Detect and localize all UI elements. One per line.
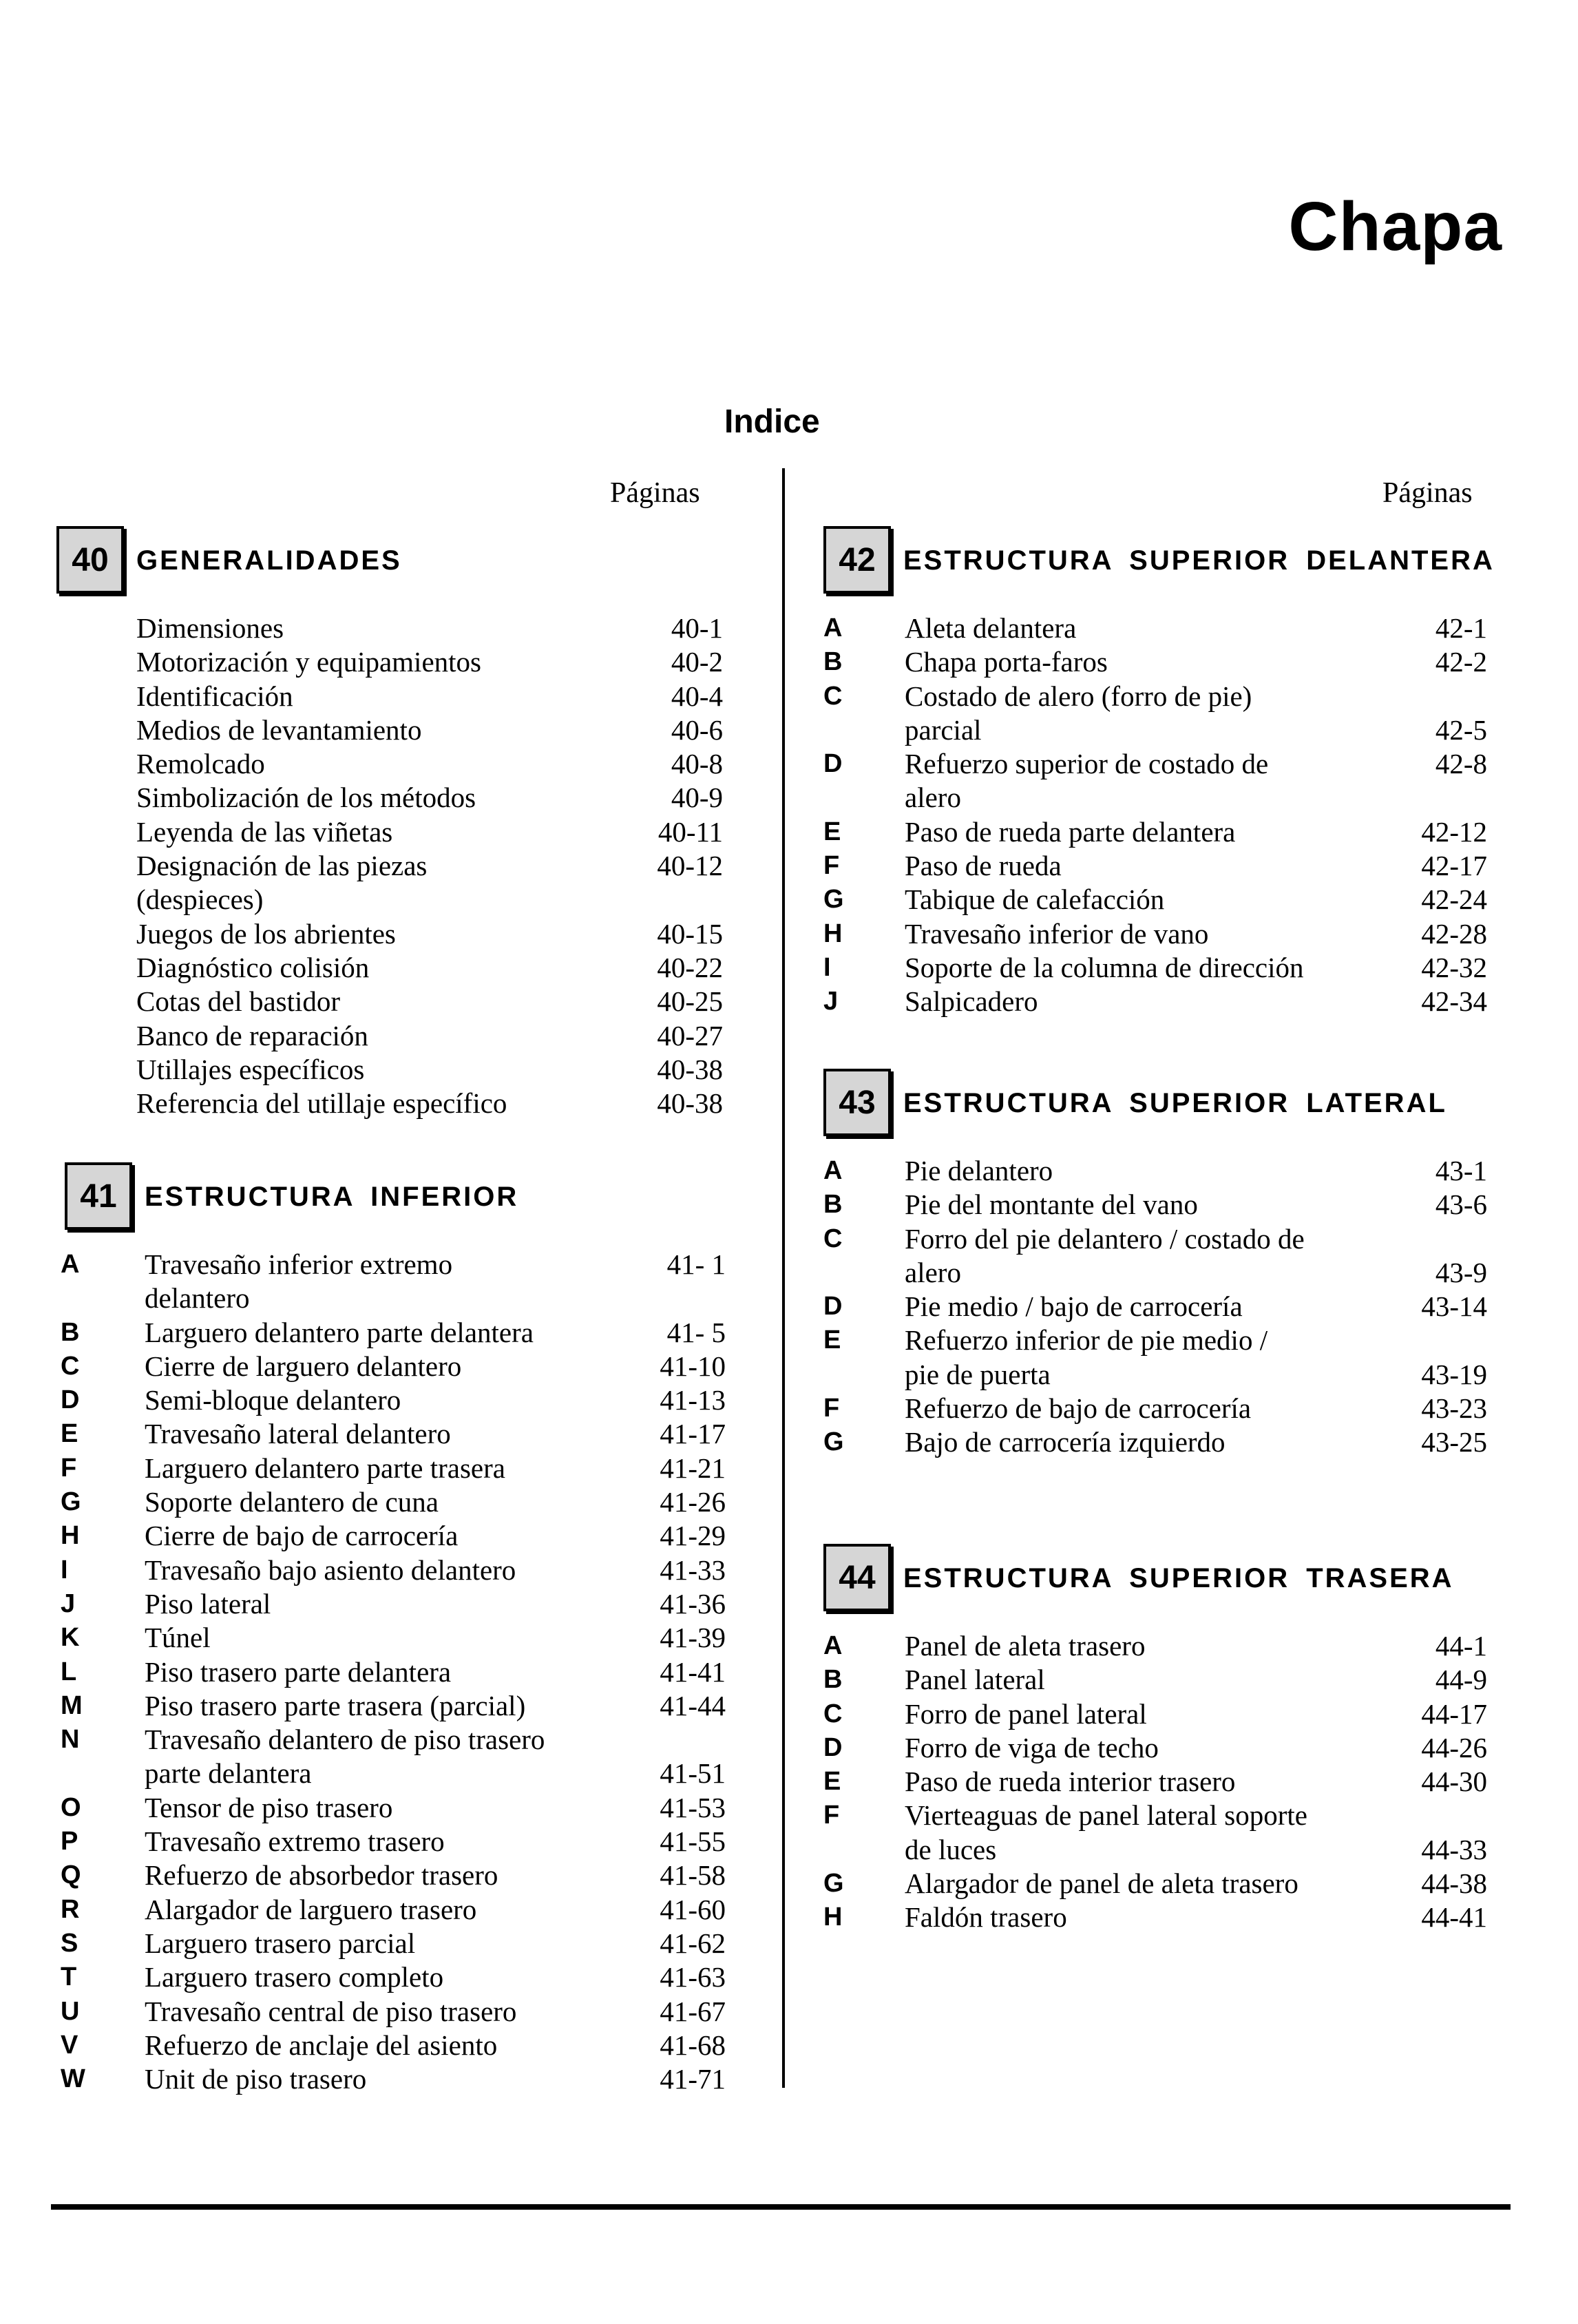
entry-letter: V <box>61 2030 78 2060</box>
entry-text: Faldón trasero <box>905 1901 1067 1934</box>
entry-text: Diagnóstico colisión <box>136 951 370 983</box>
entry-text: Panel lateral <box>905 1664 1045 1696</box>
entry-letter: D <box>823 1732 843 1762</box>
entry-text: Pie del montante del vano <box>905 1189 1198 1221</box>
entry-letter: C <box>61 1351 80 1381</box>
entry-letter: J <box>823 987 839 1016</box>
entry-page: 43-23 <box>1421 1392 1487 1425</box>
section-41 <box>61 1162 726 2096</box>
entry-page: 41-36 <box>660 1587 726 1620</box>
index-entry <box>56 680 723 713</box>
entry-text: alero <box>905 782 961 814</box>
index-entry <box>823 849 1487 883</box>
entry-letter: T <box>61 1962 77 1992</box>
section-number: 43 <box>823 1069 891 1136</box>
index-entry <box>61 1689 726 1723</box>
entry-text: Soporte delantero de cuna <box>145 1486 439 1518</box>
entry-text: parcial <box>905 713 982 746</box>
bottom-rule <box>51 2204 1511 2210</box>
entry-letter: A <box>823 1631 843 1660</box>
index-entry <box>823 645 1487 679</box>
entry-letter: G <box>823 1427 844 1457</box>
entry-text: Juegos de los abrientes <box>136 917 396 950</box>
entry-letter: F <box>823 1394 840 1423</box>
entry-page: 42-2 <box>1435 646 1487 678</box>
entry-letter: B <box>823 1665 843 1695</box>
index-entry <box>823 985 1487 1018</box>
section-title: ESTRUCTURA INFERIOR <box>145 1182 519 1212</box>
entry-text: Aleta delantera <box>905 612 1077 644</box>
entry-text: Costado de alero (forro de pie) <box>905 680 1252 712</box>
index-entry <box>823 1323 1487 1392</box>
index-entry <box>56 781 723 815</box>
entry-text: Piso trasero parte delantera <box>145 1655 452 1688</box>
entry-text: Semi-bloque delantero <box>145 1384 401 1416</box>
index-entry <box>56 815 723 849</box>
entry-list <box>823 1154 1487 1460</box>
entry-letter: I <box>823 952 831 982</box>
entry-letter: I <box>61 1555 68 1584</box>
index-entry <box>823 1731 1487 1765</box>
entry-page: 41-55 <box>660 1825 726 1858</box>
entry-page: 41-13 <box>660 1384 726 1416</box>
entry-page: 43-9 <box>1435 1256 1487 1288</box>
entry-text: Larguero trasero completo <box>145 1961 444 1993</box>
index-entry <box>823 680 1487 748</box>
section-43 <box>823 1069 1487 1460</box>
entry-letter: J <box>61 1589 76 1618</box>
entry-letter: H <box>823 1903 843 1932</box>
entry-text: Refuerzo de bajo de carrocería <box>905 1392 1252 1425</box>
entry-letter: C <box>823 1224 843 1253</box>
entry-text: Identificación <box>136 680 293 712</box>
entry-text: Salpicadero <box>905 985 1038 1018</box>
entry-page: 43-1 <box>1435 1155 1487 1186</box>
index-entry <box>823 917 1487 951</box>
index-entry <box>56 611 723 645</box>
entry-page: 40-27 <box>657 1019 723 1051</box>
index-entry <box>823 883 1487 917</box>
entry-letter: E <box>61 1419 78 1449</box>
entry-page: 41-58 <box>660 1859 726 1892</box>
section-header <box>823 1544 1487 1615</box>
index-entry <box>61 1383 726 1417</box>
entry-letter: A <box>61 1250 80 1279</box>
section-42 <box>823 526 1495 1019</box>
index-entry <box>61 1417 726 1451</box>
entry-text: Larguero delantero parte trasera <box>145 1452 505 1484</box>
entry-letter: W <box>61 2064 85 2094</box>
index-entry <box>56 1019 723 1053</box>
entry-page: 44-9 <box>1435 1664 1487 1696</box>
entry-text: Dimensiones <box>136 612 284 644</box>
entry-letter: L <box>61 1657 77 1686</box>
section-header <box>56 526 723 598</box>
entry-letter: N <box>61 1725 80 1755</box>
entry-letter: G <box>823 1869 844 1898</box>
pages-label-right: Páginas <box>1382 477 1473 509</box>
entry-text: Paso de rueda <box>905 850 1062 882</box>
entry-page: 41-41 <box>660 1655 726 1688</box>
index-entry <box>823 1867 1487 1901</box>
entry-text: Forro del pie delantero / costado de <box>905 1222 1305 1255</box>
entry-letter: C <box>823 1699 843 1728</box>
entry-page: 44-41 <box>1421 1901 1487 1934</box>
entry-text: delantero <box>145 1282 250 1315</box>
entry-text: Paso de rueda interior trasero <box>905 1766 1236 1798</box>
entry-page: 41-29 <box>660 1520 726 1552</box>
pages-label-left: Páginas <box>610 477 700 509</box>
entry-text: Vierteaguas de panel lateral soporte <box>905 1799 1307 1832</box>
index-entry <box>61 2062 726 2096</box>
entry-page: 41-21 <box>660 1452 726 1484</box>
index-entry <box>823 1765 1487 1799</box>
entry-page: 43-6 <box>1435 1189 1487 1221</box>
index-entry <box>61 1825 726 1859</box>
entry-letter: K <box>61 1623 80 1653</box>
entry-page: 44-17 <box>1421 1697 1487 1730</box>
index-heading: Indice <box>724 404 820 440</box>
entry-list <box>823 611 1487 1019</box>
index-entry <box>823 611 1487 645</box>
entry-text: alero <box>905 1256 961 1288</box>
entry-page: 42-5 <box>1435 713 1487 746</box>
entry-text: Utillajes específicos <box>136 1053 365 1085</box>
entry-text: Travesaño extremo trasero <box>145 1825 445 1858</box>
index-entry <box>61 1519 726 1553</box>
entry-page: 41-39 <box>660 1622 726 1654</box>
entry-page: 42-34 <box>1421 985 1487 1018</box>
entry-letter: P <box>61 1827 78 1856</box>
entry-text: Medios de levantamiento <box>136 713 422 746</box>
entry-letter: E <box>823 817 841 846</box>
index-entry <box>56 747 723 781</box>
column-divider <box>782 468 785 2088</box>
entry-text: Alargador de panel de aleta trasero <box>905 1867 1298 1900</box>
entry-text: Túnel <box>145 1622 211 1654</box>
entry-text: Travesaño delantero de piso trasero <box>145 1724 545 1756</box>
entry-text: Alargador de larguero trasero <box>145 1893 477 1925</box>
entry-page: 42-24 <box>1421 883 1487 916</box>
index-entry <box>61 1859 726 1892</box>
entry-text: Travesaño inferior extremo <box>145 1248 453 1280</box>
section-number: 44 <box>823 1544 891 1611</box>
index-entry <box>61 1960 726 1994</box>
entry-letter: G <box>61 1487 81 1517</box>
entry-page: 44-26 <box>1421 1731 1487 1763</box>
entry-page: 44-1 <box>1435 1630 1487 1662</box>
entry-letter: D <box>61 1385 80 1415</box>
index-entry <box>61 1655 726 1689</box>
entry-page: 42-12 <box>1421 815 1487 848</box>
entry-text: Refuerzo de absorbedor trasero <box>145 1859 498 1892</box>
entry-list <box>56 611 723 1120</box>
entry-page: 42-8 <box>1435 748 1487 780</box>
entry-page: 43-19 <box>1421 1358 1487 1390</box>
entry-text: de luces <box>905 1833 997 1865</box>
section-title: ESTRUCTURA SUPERIOR TRASERA <box>903 1563 1454 1593</box>
index-entry <box>56 849 723 917</box>
entry-page: 40-9 <box>671 782 723 814</box>
entry-page: 40-15 <box>657 917 723 950</box>
index-entry <box>61 1927 726 1960</box>
index-entry <box>823 951 1487 985</box>
entry-page: 42-17 <box>1421 850 1487 882</box>
entry-text: Pie medio / bajo de carrocería <box>905 1290 1243 1323</box>
entry-page: 42-28 <box>1421 917 1487 950</box>
entry-page: 40-8 <box>671 748 723 780</box>
section-44 <box>823 1544 1487 1935</box>
entry-text: Chapa porta-faros <box>905 646 1108 678</box>
entry-text: parte delantera <box>145 1757 312 1790</box>
entry-page: 41-71 <box>660 2063 726 2095</box>
entry-text: Piso lateral <box>145 1587 271 1620</box>
entry-page: 40-38 <box>657 1053 723 1085</box>
index-entry <box>823 1901 1487 1934</box>
entry-page: 40-25 <box>657 985 723 1018</box>
index-entry <box>56 645 723 679</box>
index-entry <box>61 1995 726 2029</box>
entry-page: 40-4 <box>671 680 723 712</box>
section-40 <box>56 526 723 1120</box>
index-entry <box>61 1791 726 1825</box>
entry-letter: Q <box>61 1861 81 1890</box>
index-entry <box>56 985 723 1018</box>
entry-page: 44-38 <box>1421 1867 1487 1900</box>
entry-text: Tensor de piso trasero <box>145 1791 393 1823</box>
entry-letter: U <box>61 1996 80 2026</box>
index-entry <box>823 815 1487 849</box>
section-title: ESTRUCTURA SUPERIOR LATERAL <box>903 1088 1447 1118</box>
entry-letter: C <box>823 681 843 711</box>
entry-text: Refuerzo inferior de pie medio / <box>905 1324 1268 1357</box>
entry-letter: D <box>823 1292 843 1321</box>
entry-text: Motorización y equipamientos <box>136 646 481 678</box>
entry-text: Forro de viga de techo <box>905 1731 1159 1763</box>
entry-list <box>823 1629 1487 1935</box>
entry-text: Travesaño lateral delantero <box>145 1418 451 1450</box>
index-entry <box>61 1553 726 1587</box>
section-title: GENERALIDADES <box>136 545 402 576</box>
entry-text: Cotas del bastidor <box>136 985 341 1018</box>
entry-page: 40-6 <box>671 713 723 746</box>
entry-letter: R <box>61 1894 80 1924</box>
index-entry <box>823 1799 1487 1867</box>
index-entry <box>61 1723 726 1791</box>
index-entry <box>823 1290 1487 1323</box>
entry-page: 43-14 <box>1421 1290 1487 1323</box>
entry-page: 40-12 <box>657 850 723 882</box>
entry-page: 44-30 <box>1421 1766 1487 1798</box>
entry-text: pie de puerta <box>905 1358 1051 1390</box>
index-entry <box>61 1248 726 1316</box>
index-entry <box>61 1893 726 1927</box>
index-entry <box>61 1350 726 1383</box>
entry-text: Tabique de calefacción <box>905 883 1165 916</box>
section-title: ESTRUCTURA SUPERIOR DELANTERA <box>903 545 1495 576</box>
entry-text: Panel de aleta trasero <box>905 1630 1146 1662</box>
entry-page: 41- 1 <box>666 1248 726 1280</box>
entry-letter: D <box>823 749 843 779</box>
section-number: 42 <box>823 526 891 594</box>
entry-text: Bajo de carrocería izquierdo <box>905 1426 1225 1458</box>
entry-letter: B <box>823 1190 843 1219</box>
entry-letter: F <box>61 1453 77 1483</box>
entry-text: Travesaño bajo asiento delantero <box>145 1553 516 1586</box>
section-header <box>823 1069 1487 1140</box>
entry-letter: E <box>823 1326 841 1355</box>
entry-letter: F <box>823 1801 840 1830</box>
entry-page: 41-60 <box>660 1893 726 1925</box>
entry-letter: H <box>823 919 843 948</box>
entry-letter: O <box>61 1792 81 1822</box>
entry-page: 40-1 <box>671 612 723 644</box>
index-entry <box>823 1663 1487 1697</box>
index-entry <box>61 2029 726 2062</box>
entry-page: 41-33 <box>660 1553 726 1586</box>
index-entry <box>61 1621 726 1655</box>
entry-page: 41- 5 <box>666 1316 726 1348</box>
entry-page: 41-67 <box>660 1995 726 2027</box>
index-entry <box>61 1452 726 1485</box>
entry-text: Soporte de la columna de dirección <box>905 951 1304 983</box>
entry-letter: A <box>823 614 843 642</box>
index-entry <box>823 1629 1487 1663</box>
entry-text: Refuerzo de anclaje del asiento <box>145 2029 498 2061</box>
entry-text: Remolcado <box>136 748 265 780</box>
entry-page: 42-32 <box>1421 951 1487 983</box>
entry-page: 42-1 <box>1435 612 1487 644</box>
index-entry <box>61 1316 726 1350</box>
index-entry <box>56 1087 723 1120</box>
entry-page: 41-53 <box>660 1791 726 1823</box>
entry-page: 40-2 <box>671 646 723 678</box>
entry-letter: B <box>61 1317 80 1347</box>
entry-page: 41-68 <box>660 2029 726 2061</box>
entry-page: 41-26 <box>660 1486 726 1518</box>
section-number: 41 <box>65 1162 132 1230</box>
entry-page: 41-62 <box>660 1927 726 1959</box>
entry-text: Larguero trasero parcial <box>145 1927 416 1959</box>
entry-text: Travesaño inferior de vano <box>905 917 1209 950</box>
entry-text: Forro de panel lateral <box>905 1697 1147 1730</box>
index-entry <box>61 1485 726 1519</box>
entry-text: Piso trasero parte trasera (parcial) <box>145 1689 526 1721</box>
entry-letter: A <box>823 1156 843 1185</box>
entry-page: 44-33 <box>1421 1833 1487 1865</box>
entry-text: Travesaño central de piso trasero <box>145 1995 517 2027</box>
entry-text: Paso de rueda parte delantera <box>905 815 1236 848</box>
entry-text: Leyenda de las viñetas <box>136 815 393 848</box>
index-entry <box>823 1222 1487 1290</box>
entry-letter: E <box>823 1767 841 1797</box>
index-entry <box>61 1587 726 1621</box>
entry-text: Referencia del utillaje específico <box>136 1087 507 1120</box>
index-entry <box>56 951 723 985</box>
entry-text: (despieces) <box>136 883 264 916</box>
entry-page: 41-17 <box>660 1418 726 1450</box>
entry-letter: G <box>823 885 844 914</box>
entry-text: Cierre de larguero delantero <box>145 1350 462 1382</box>
entry-text: Larguero delantero parte delantera <box>145 1316 534 1348</box>
index-entry <box>56 713 723 747</box>
index-entry <box>56 1053 723 1087</box>
entry-text: Cierre de bajo de carrocería <box>145 1520 459 1552</box>
entry-text: Pie delantero <box>905 1155 1053 1186</box>
section-header <box>823 526 1495 598</box>
entry-letter: F <box>823 851 840 881</box>
index-entry <box>56 917 723 951</box>
entry-page: 43-25 <box>1421 1426 1487 1458</box>
entry-letter: S <box>61 1928 78 1958</box>
entry-page: 40-22 <box>657 951 723 983</box>
entry-text: Banco de reparación <box>136 1019 368 1051</box>
index-entry <box>823 1154 1487 1188</box>
entry-page: 41-44 <box>660 1689 726 1721</box>
entry-text: Simbolización de los métodos <box>136 782 476 814</box>
entry-letter: M <box>61 1690 83 1720</box>
entry-text: Refuerzo superior de costado de <box>905 748 1269 780</box>
document-title: Chapa <box>1288 188 1502 265</box>
entry-list <box>61 1248 726 2096</box>
entry-letter: H <box>61 1521 80 1551</box>
index-entry <box>823 1697 1487 1731</box>
index-entry <box>823 1425 1487 1459</box>
index-entry <box>823 1188 1487 1222</box>
entry-page: 40-38 <box>657 1087 723 1120</box>
entry-text: Designación de las piezas <box>136 850 428 882</box>
entry-text: Unit de piso trasero <box>145 2063 367 2095</box>
section-header <box>65 1162 726 1234</box>
index-entry <box>823 747 1487 815</box>
entry-page: 40-11 <box>658 815 723 848</box>
entry-page: 41-10 <box>660 1350 726 1382</box>
index-entry <box>823 1392 1487 1425</box>
entry-page: 41-51 <box>660 1757 726 1790</box>
section-number: 40 <box>56 526 124 594</box>
entry-page: 41-63 <box>660 1961 726 1993</box>
entry-letter: B <box>823 647 843 677</box>
